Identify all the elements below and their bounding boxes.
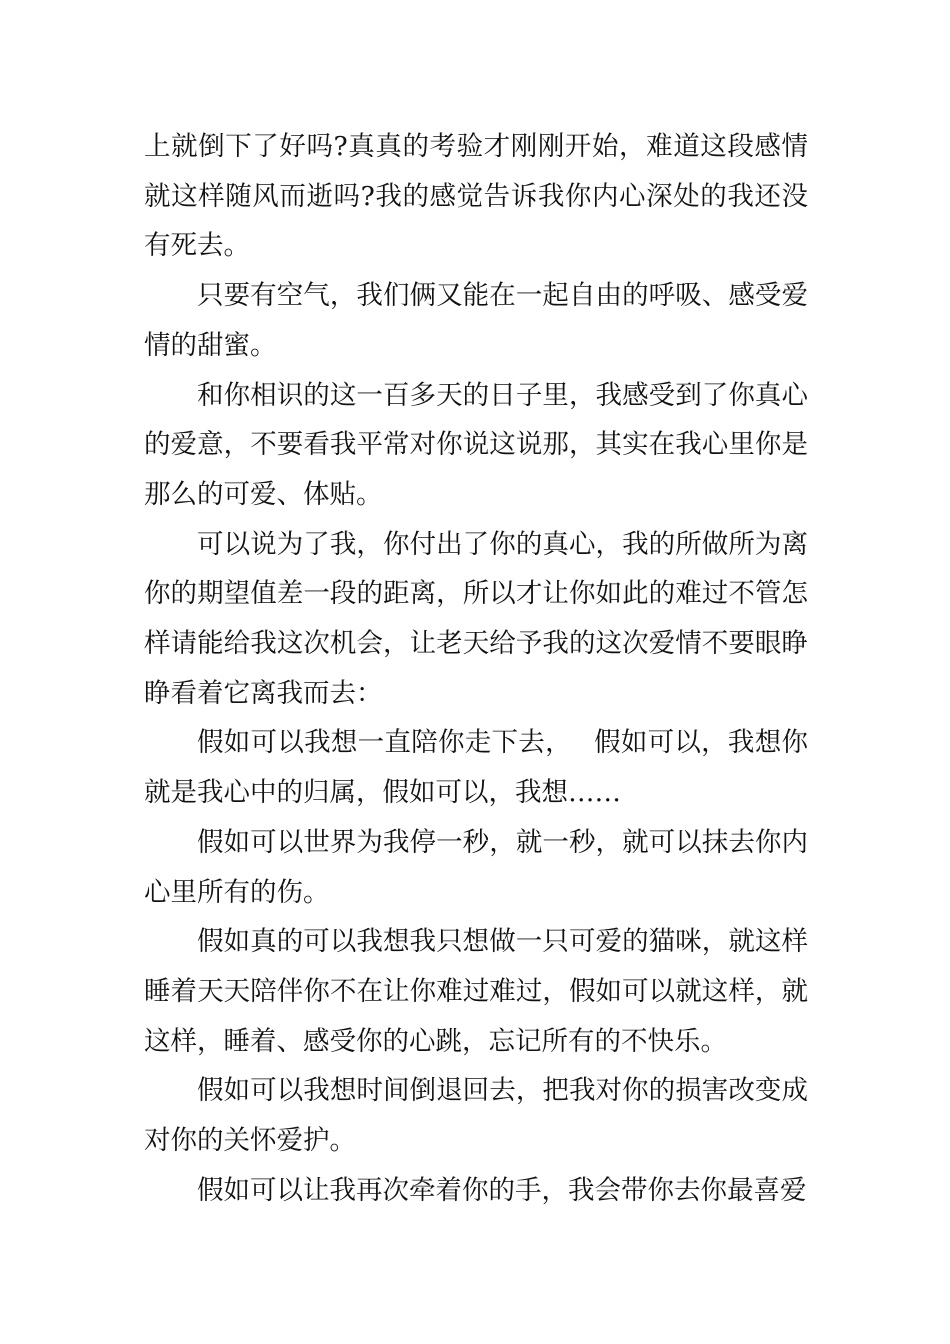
paragraph-1: 上就倒下了好吗?真真的考验才刚刚开始，难道这段感情就这样随风而逝吗?我的感觉告诉我你内心深处的我还没有死去。 (144, 131, 808, 262)
paragraph-9: 假如可以让我再次牵着你的手，我会带你去你最喜爱 (197, 1174, 807, 1206)
paragraph-3: 和你相识的这一百多天的日子里，我感受到了你真心的爱意，不要看我平常对你说这说那，其实在我心里你是那么的可爱、体贴。 (144, 379, 808, 510)
document-body (144, 122, 808, 1215)
paragraph-4: 可以说为了我，你付出了你的真心，我的所做所为离你的期望值差一段的距离，所以才让你如此的难过不管怎样请能给我这次机会，让老天给予我的这次爱情不要眼睁睁看着它离我而去： (144, 528, 808, 709)
paragraph-5: 假如可以我想一直陪你走下去， 假如可以，我想你就是我心中的归属，假如可以，我想…… (144, 727, 808, 809)
paragraph-7: 假如真的可以我想我只想做一只可爱的猫咪，就这样睡着天天陪伴你不在让你难过难过，假如可以就这样，就这样，睡着、感受你的心跳，忘记所有的不快乐。 (144, 926, 808, 1057)
paragraph-6: 假如可以世界为我停一秒，就一秒，就可以抹去你内心里所有的伤。 (144, 826, 808, 908)
paragraph-2: 只要有空气，我们俩又能在一起自由的呼吸、感受爱情的甜蜜。 (144, 280, 808, 361)
paragraph-8: 假如可以我想时间倒退回去，把我对你的损害改变成对你的关怀爱护。 (144, 1075, 808, 1157)
